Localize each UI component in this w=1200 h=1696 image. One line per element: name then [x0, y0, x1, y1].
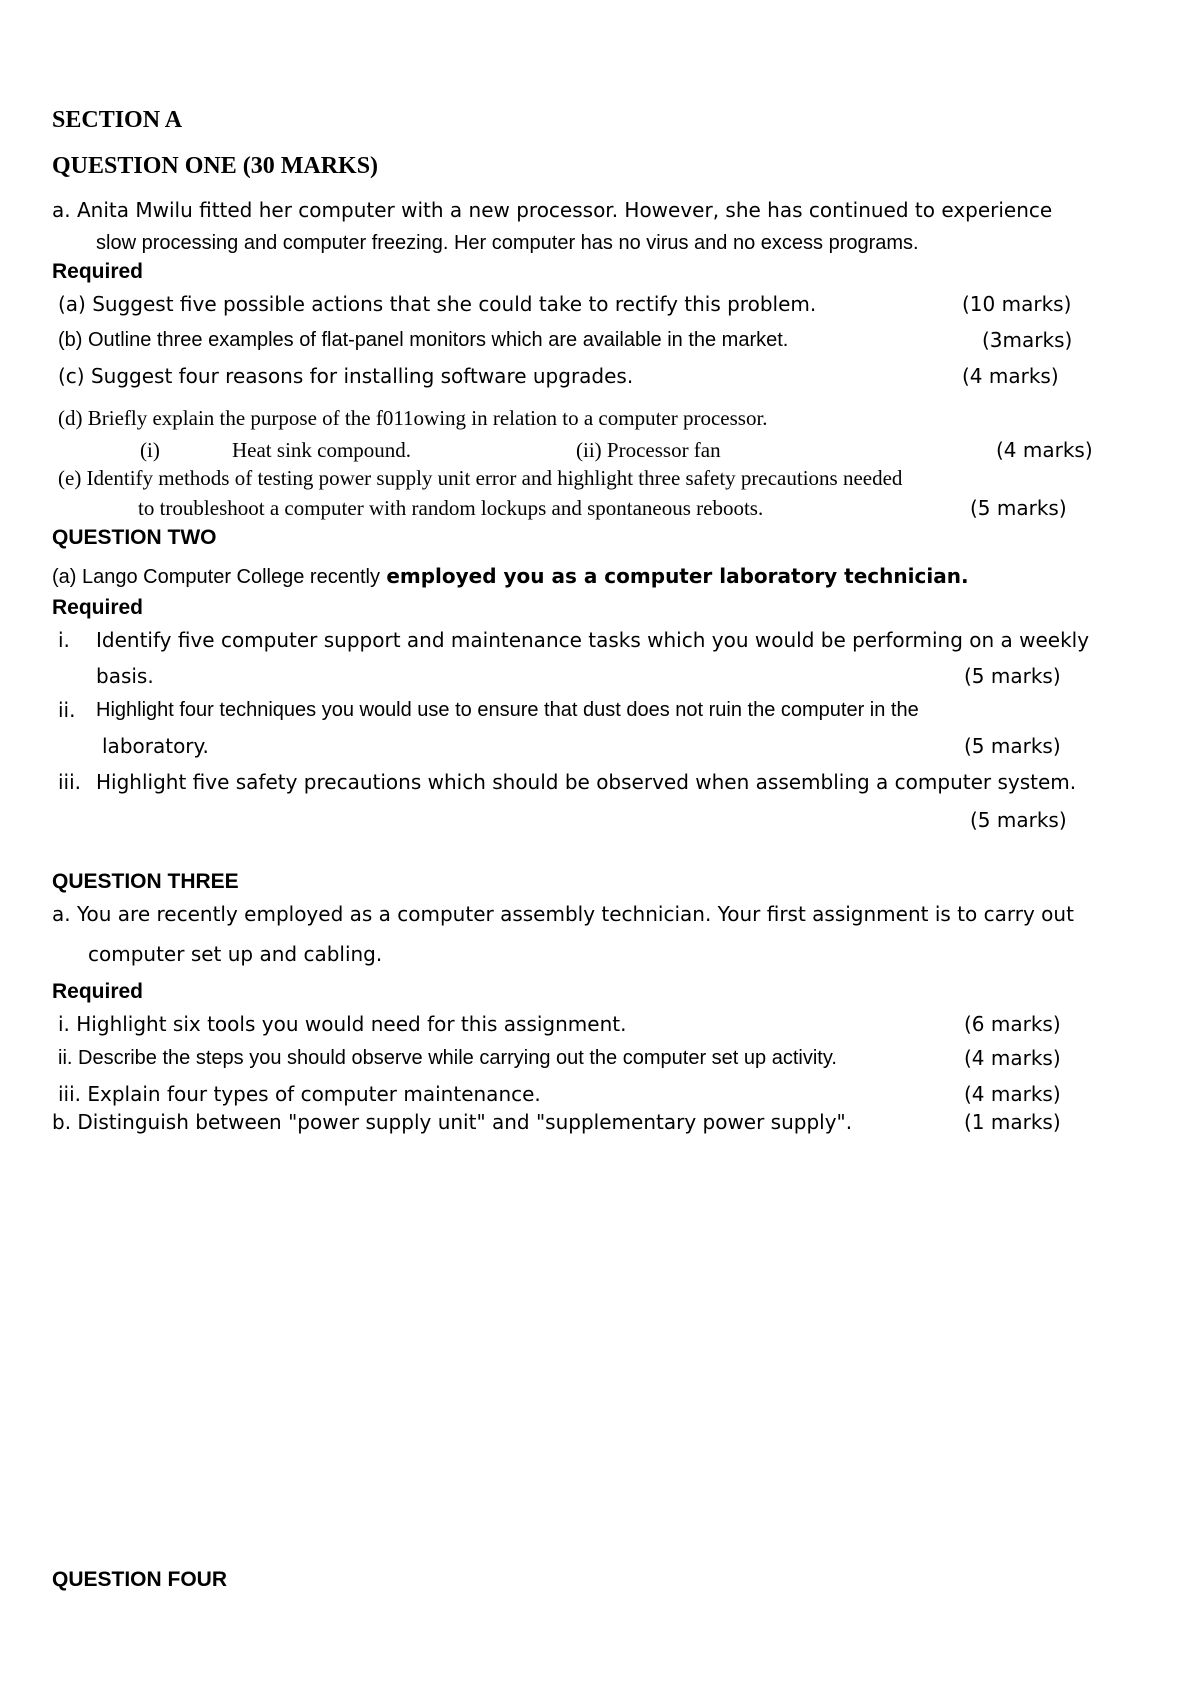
q1-part-a: (a) Suggest five possible actions that she could take to rectify this problem. — [58, 292, 817, 316]
question-four-heading: QUESTION FOUR — [52, 1568, 228, 1591]
q3-item-i-marks: (6 marks) — [964, 1012, 1061, 1036]
q2-item-i-marks: (5 marks) — [964, 664, 1061, 688]
q2-item-ii-line2: laboratory. — [102, 734, 209, 758]
q2-required-label: Required — [52, 596, 144, 619]
q3-item-i: i. Highlight six tools you would need for this assignment. — [58, 1012, 627, 1036]
q1-part-b: (b) Outline three examples of flat-panel monitors which are available in the market. — [58, 329, 789, 351]
q1-part-e-line1: (e) Identify methods of testing power supply unit error and highlight three safety precautions needed — [58, 466, 903, 490]
q2-item-ii-num: ii. — [58, 698, 76, 722]
q3-part-a-line1: a. You are recently employed as a computer assembly technician. Your first assignment is to carry out — [52, 902, 1074, 926]
q2-item-iii-marks: (5 marks) — [970, 808, 1067, 832]
q3-part-a-line2: computer set up and cabling. — [88, 942, 383, 966]
q1-part-d-ii: (ii) Processor fan — [576, 438, 721, 462]
q3-item-ii: ii. Describe the steps you should observe while carrying out the computer set up activity. — [58, 1047, 837, 1069]
question-one-heading: QUESTION ONE (30 MARKS) — [52, 153, 379, 179]
q2-part-a-plain: (a) Lango Computer College recently — [52, 566, 380, 588]
q2-part-a-bold: employed you as a computer laboratory technician. — [386, 564, 969, 588]
question-three-heading: QUESTION THREE — [52, 870, 239, 893]
q1-required-label: Required — [52, 260, 144, 283]
q1-part-b-marks: (3marks) — [982, 328, 1073, 352]
q1-intro-line2: slow processing and computer freezing. Her computer has no virus and no excess programs. — [96, 232, 919, 254]
q3-part-b-marks: (1 marks) — [964, 1110, 1061, 1134]
question-two-heading: QUESTION TWO — [52, 526, 217, 549]
q2-item-i-line1: Identify five computer support and maintenance tasks which you would be performing on a weekly — [96, 628, 1090, 652]
q2-item-i-num: i. — [58, 628, 70, 652]
section-heading: SECTION A — [52, 107, 183, 133]
q1-part-d-i-num: (i) — [140, 438, 160, 462]
q3-item-ii-marks: (4 marks) — [964, 1046, 1061, 1070]
q3-required-label: Required — [52, 980, 144, 1003]
q1-part-c: (c) Suggest four reasons for installing software upgrades. — [58, 364, 634, 388]
q2-item-iii-text: Highlight five safety precautions which should be observed when assembling a computer system. — [96, 770, 1077, 794]
q1-part-d: (d) Briefly explain the purpose of the f011owing in relation to a computer processor. — [58, 406, 768, 430]
q3-item-iii-marks: (4 marks) — [964, 1082, 1061, 1106]
q1-part-e-line2: to troubleshoot a computer with random lockups and spontaneous reboots. — [138, 496, 764, 520]
q1-intro-line1: a. Anita Mwilu fitted her computer with a new processor. However, she has continued to experience — [52, 198, 1053, 222]
q3-part-b: b. Distinguish between "power supply unit" and "supplementary power supply". — [52, 1110, 853, 1134]
q1-part-d-i-text: Heat sink compound. — [232, 438, 412, 462]
q1-part-a-marks: (10 marks) — [962, 292, 1072, 316]
q2-part-a — [52, 564, 969, 589]
q1-part-e-marks: (5 marks) — [970, 496, 1067, 520]
q2-item-ii-line1: Highlight four techniques you would use to ensure that dust does not ruin the computer in the — [96, 699, 919, 721]
q1-part-c-marks: (4 marks) — [962, 364, 1059, 388]
q2-item-ii-marks: (5 marks) — [964, 734, 1061, 758]
q3-item-iii: iii. Explain four types of computer maintenance. — [58, 1082, 541, 1106]
q2-item-iii-num: iii. — [58, 770, 82, 794]
q1-part-d-marks: (4 marks) — [996, 438, 1093, 462]
q2-item-i-line2: basis. — [96, 664, 154, 688]
